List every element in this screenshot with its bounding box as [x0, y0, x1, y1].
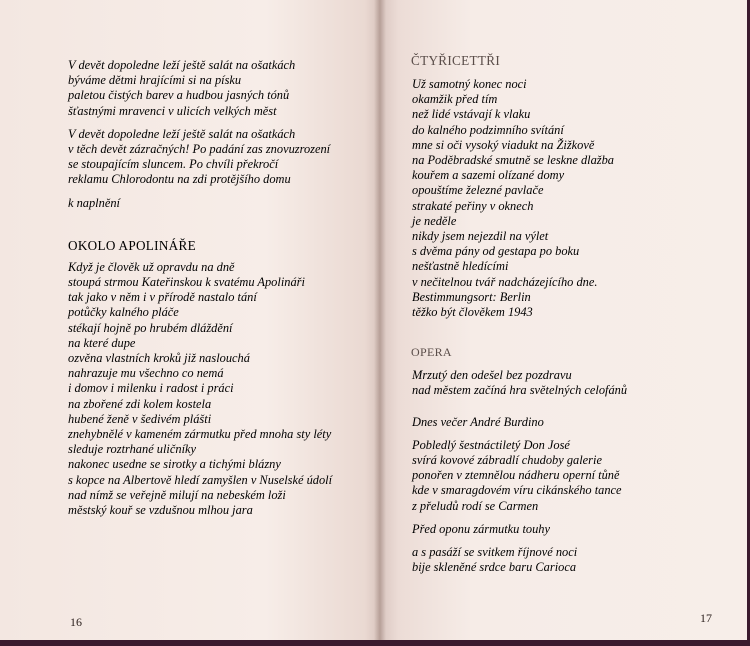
- poem-line: než lidé vstávají k vlaku: [412, 107, 531, 122]
- poem-line: Dnes večer André Burdino: [412, 414, 544, 429]
- left-stanza-4: [68, 260, 368, 518]
- poem-line: tak jako v něm i v přírodě nastalo tání: [68, 290, 257, 305]
- poem-line: nad městem začíná hra světelných celofánů: [412, 383, 628, 398]
- right-stanza-3: [411, 415, 711, 430]
- right-stanza-2: [411, 368, 711, 398]
- poem-title-ctyricettri: ČTYŘICETTŘI: [411, 53, 501, 68]
- poem-line: s kopce na Albertově hledí zamyšlen v Nuselské údolí: [68, 472, 333, 487]
- poem-line: z přeludů rodí se Carmen: [412, 498, 539, 513]
- poem-line: mne si oči vysoký viadukt na Žižkově: [412, 137, 595, 152]
- poem-line: svírá kovové zábradlí chudoby galerie: [412, 453, 602, 468]
- poem-line: strakaté peřiny v oknech: [412, 198, 534, 213]
- poem-line: se stoupajícím sluncem. Po chvíli překročí: [68, 157, 279, 172]
- poem-line: Před oponu zármutku touhy: [412, 521, 551, 536]
- poem-line: a s pasáží se svitkem říjnové noci: [412, 545, 578, 560]
- poem-line: ponořen v ztemnělou nádheru operní tůně: [412, 468, 620, 483]
- poem-line: těžko být člověkem 1943: [412, 305, 533, 320]
- poem-line: V devět dopoledne leží ještě salát na ošatkách: [68, 126, 296, 141]
- poem-line: na Poděbradské smutně se leskne dlažba: [412, 153, 614, 168]
- poem-line: kouřem a sazemi olízané domy: [412, 168, 565, 183]
- poem-line: V devět dopoledne leží ještě salát na ošatkách: [68, 58, 296, 72]
- poem-line: i domov i milenku i radost i práci: [68, 381, 234, 396]
- poem-line: bývámе dětmi hrajícími si na písku: [68, 73, 242, 88]
- poem-line: v nečitelnou tvář nadcházejícího dne.: [412, 274, 598, 289]
- poem-line: Když je člověk už opravdu na dně: [68, 259, 235, 274]
- poem-title-opera: OPERA: [411, 345, 452, 360]
- poem-line: nikdy jsem nejezdil na výlet: [412, 229, 549, 244]
- poem-line: Mrzutý den odešel bez pozdravu: [412, 368, 572, 383]
- poem-line: kde v smaragdovém víru cikánského tance: [412, 483, 622, 498]
- poem-line: nešťastně hledícími: [412, 259, 509, 274]
- poem-line: bije skleněné srdce baru Carioca: [412, 560, 577, 575]
- poem-line: znehybnělé v kameném zármutku před mnoha sty léty: [68, 427, 332, 442]
- poem-line: v těch devět zázračných! Po padání zas znovuzrození: [68, 142, 331, 157]
- page-number-left: 16: [70, 615, 82, 629]
- right-stanza-5: [411, 522, 711, 537]
- right-stanza-6: [411, 545, 711, 575]
- poem-line: Už samotný konec noci: [412, 77, 527, 91]
- right-page-text: [411, 52, 711, 583]
- right-stanza-4: [411, 438, 711, 514]
- left-stanza-1: [68, 58, 368, 119]
- poem-line: paletou čistých barev a hudbou jasných tónů: [68, 88, 290, 103]
- page-number-right: 17: [700, 611, 712, 625]
- poem-line: nahrazuje mu všechno co nemá: [68, 366, 224, 381]
- poem-line: je neděle: [412, 213, 457, 228]
- poem-line: šťastnými mravenci v ulicích velkých měst: [68, 103, 277, 118]
- poem-line: do kalného podzimního svítání: [412, 122, 564, 137]
- poem-line: na zbořené zdi kolem kostela: [68, 396, 212, 411]
- poem-line: potůčky kalného pláče: [68, 305, 179, 320]
- poem-line: reklamu Chlorodontu na zdi protějšího domu: [68, 172, 291, 187]
- book-gutter: [374, 0, 386, 640]
- poem-line: ozvěna vlastních kroků již naslouchá: [68, 351, 250, 366]
- poem-title-okolo-apolinare: OKOLO APOLINÁŘE: [68, 237, 196, 253]
- left-stanza-3: [68, 196, 368, 211]
- poem-line: sleduje roztrhané uličníky: [68, 442, 197, 457]
- poem-line: Bestimmungsort: Berlin: [412, 289, 531, 304]
- poem-line: nakonec usedne se sirotky a tichými blázny: [68, 457, 281, 472]
- poem-line: stékají hojně po hrubém dláždění: [68, 320, 233, 335]
- poem-line: městský kouř se vzdušnou mlhou jara: [68, 503, 253, 518]
- poem-line: Pobledlý šestnáctiletý Don José: [412, 437, 570, 452]
- poem-line: hubené ženě v šedivém plášti: [68, 411, 212, 426]
- poem-line: okamžik před tím: [412, 92, 498, 107]
- poem-line: nad nímž se veřejně milují na nebeském loži: [68, 487, 286, 502]
- poem-line: opouštíme železné pavlače: [412, 183, 544, 198]
- left-page-text: [68, 58, 368, 526]
- poem-line: k naplnění: [68, 195, 120, 210]
- poem-line: s dvěma pány od gestapa po boku: [412, 244, 580, 259]
- poem-line: na které dupe: [68, 335, 136, 350]
- left-stanza-2: [68, 127, 368, 188]
- poem-line: stoupá strmou Kateřinskou k svatému Apolináři: [68, 275, 305, 290]
- right-stanza-1: [411, 77, 711, 320]
